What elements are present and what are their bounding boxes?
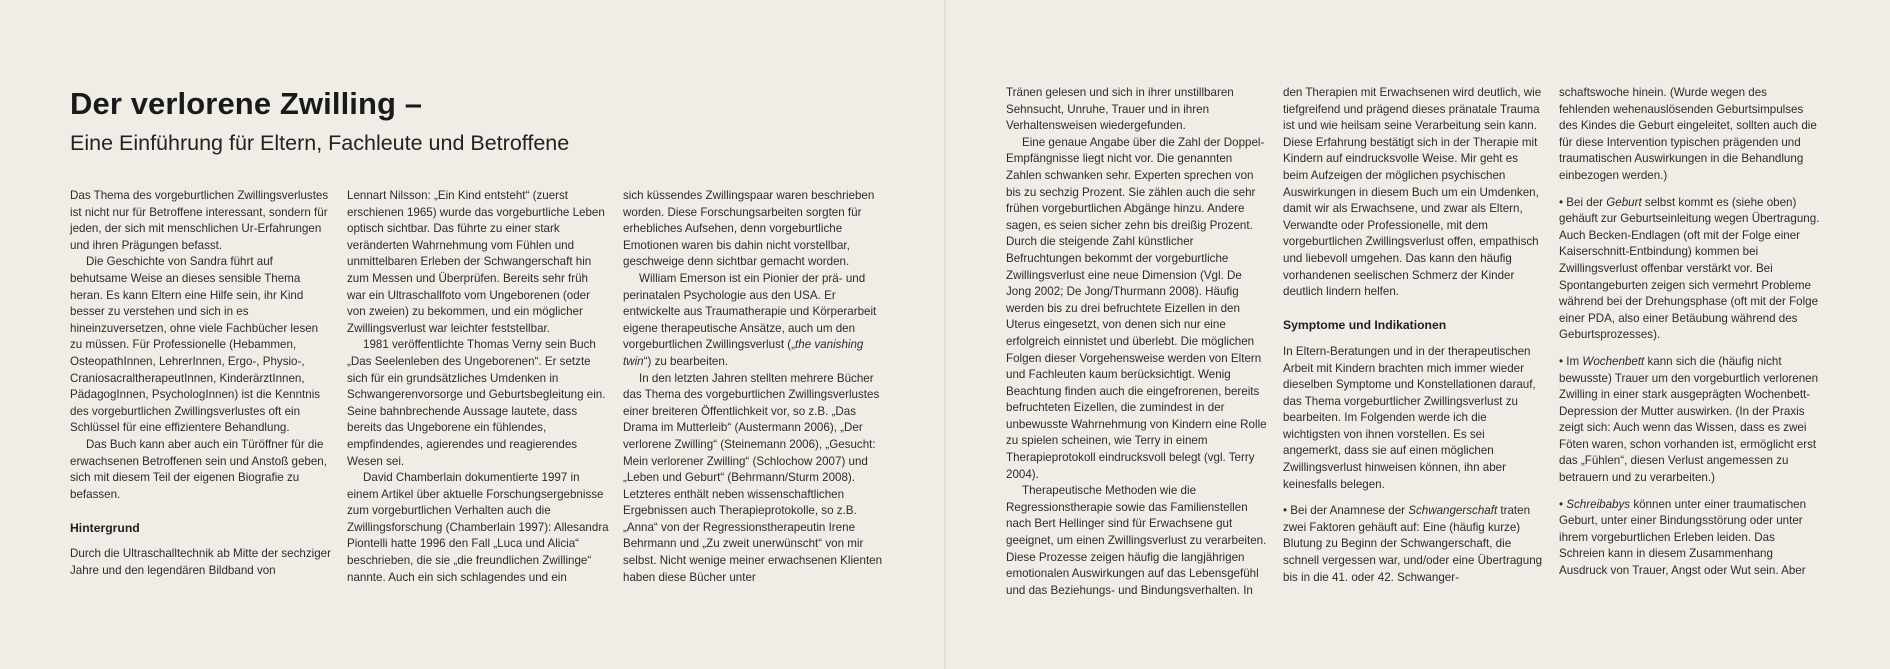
paragraph [623,271,885,371]
emphasis: the vanishing twin [623,338,864,368]
bullet-paragraph [1559,195,1821,344]
paragraph: Therapeutische Methoden wie die Regressionstherapie sowie das Familienstellen nach Bert Hellinger sind für Erwachsene gut geeignet, um einen Zwillingsverlust zu verarbeiten. Diese Prozesse zeigen häufig die langjährigen emotionalen Auswirkungen auf das Lebensgefühl und das Beziehungs- und Bindungsverhalten. In [1006,484,1267,597]
section-heading-hintergrund: Hintergrund [70,520,140,535]
paragraph-text: “) zu bearbeiten. [643,354,729,368]
paragraph: Tränen gelesen und sich in ihrer unstillbaren Sehnsucht, Unruhe, Trauer und in ihren Verhaltensweisen wiedergefunden. [1006,86,1234,133]
emphasis: Schwangerschaft [1408,504,1498,518]
bullet-paragraph [1559,354,1821,487]
paragraph-text: William Emerson ist ein Pionier der prä- und perinatalen Psychologie aus den USA. Er entwickelte aus Traumatherapie und Körperarbeit eigene therapeutische Ansätze, auch um den vorgeburtlichen Zwillingsverlust („ [623,271,877,352]
paragraph: David Chamberlain dokumentierte 1997 in einem Artikel über aktuelle Forschungsergebnisse zum vorgeburtlichen Verhalten auch die Zwillingsforschung (Chamberlain 1997): Allesandra Piontelli hatte 1996 den Fall „Luca und Alicia“ beschrieben, die sie „die freundlichen Zwillinge“ nannte. Auch ein sich schlagendes und ein [347,471,609,584]
paragraph-text: kann sich die (häufig nicht bewusste) Trauer um den vorgeburtlich verlorenen Zwilling in einer stark ausgeprägten Wochenbett-Depression der Mutter auswirken. (In der Praxis zeigt sich: Auch wenn das Wissen, dass es zwei Föten waren, schon vorhanden ist, ermöglicht erst das „Fühlen“, diesen Verlust angemessen zu betrauern und zu verarbeiten.) [1559,354,1819,485]
paragraph: Lennart Nilsson: „Ein Kind entsteht“ (zuerst erschienen 1965) wurde das vorgeburtliche Leben optisch sichtbar. Das führte zu einer stark veränderten Wahrnehmung vom Fühlen und unmittelbaren Erleben der Schwangerschaft hin zum Messen und Überprüfen. Bereits sehr früh war ein Ultraschallfoto vom Ungeborenen (oder von zweien) zu bekommen, und ein möglicher Zwillingsverlust war leichter feststellbar. [347,189,605,335]
text-column-6 [1559,85,1821,580]
paragraph: sich küssendes Zwillingspaar waren beschrieben worden. Diese Forschungsarbeiten sorgten für erhebliches Aufsehen, denn vorgeburtliche Emotionen waren bis dahin nicht vorstellbar, geschweige denn sichtbar gemacht worden. [623,189,875,269]
paragraph-text: • Bei der Anamnese der [1283,504,1409,518]
emphasis: Schreibabys [1566,497,1631,511]
text-column-1 [70,188,332,580]
paragraph: In den letzten Jahren stellten mehrere Bücher das Thema des vorgeburtlichen Zwillingsverlustes einer breiteren Öffentlichkeit vor, so z.B. „Das Drama im Mutterleib“ (Austermann 2006), „Der verlorene Zwilling“ (Steinemann 2006), „Gesucht: Mein verlorener Zwilling“ (Schlochow 2007) und „Leben und Geburt“ (Behrmann/Sturm 2008). Letzteres enthält neben wissenschaftlichen Ergebnissen auch Therapieprotokolle, so z.B. „Anna“ von der Regressionstherapeutin Irene Behrmann und „Zu zweit unerwünscht“ von mir selbst. Nicht wenige meiner erwachsenen Klienten haben diese Bücher unter [623,371,883,584]
chapter-subtitle: Eine Einführung für Eltern, Fachleute und Betroffene [70,131,570,155]
paragraph-text: selbst kommt es (siehe oben) gehäuft zur Geburtseinleitung wegen Übertragung. Auch Becken-Endlagen (oft mit der Folge einer Kaiserschnitt-Entbindung) kommen bei Zwillingsverlust offenbar verstärkt vor. Bei Spontangeburten zeigen sich vermehrt Probleme während bei der Drehungsphase (oft mit der Folge einer PDA, also einer Betäubung während des Geburtsprozesses). [1559,195,1820,342]
paragraph: In Eltern-Beratungen und in der therapeutischen Arbeit mit Kindern brachten mich immer wieder dieselben Symptome und Konstellationen darauf, das Thema vorgeburtlicher Zwillingsverlust zu bearbeiten. Im Folgenden werde ich die wichtigsten von ihnen vorstellen. Es sei angemerkt, dass sie auf einen möglichen Zwillingsverlust hinweisen können, ihn aber keinesfalls belegen. [1283,344,1536,491]
paragraph: Durch die Ultraschalltechnik ab Mitte der sechziger Jahre und den legendären Bildband von [70,547,331,578]
paragraph-text: • [1559,497,1567,511]
paragraph: Das Buch kann aber auch ein Türöffner für die erwachsenen Betroffenen sein und Anstoß geben, sich mit diesem Teil der eigenen Biografie zu befassen. [70,437,327,501]
text-column-5 [1283,85,1545,586]
paragraph-text: können unter einer traumatischen Geburt, unter einer Bindungsstörung oder unter ihrem vorgeburtlichen Erleben leiden. Das Schreien kann in diesem Zusammenhang Ausdruck von Trauer, Angst oder Wut sein. Aber [1559,497,1807,578]
text-column-2 [347,188,609,586]
paragraph-text: • Bei der [1559,195,1607,209]
paragraph-text: • Im [1559,354,1583,368]
paragraph: Die Geschichte von Sandra führt auf behutsame Weise an dieses sensible Thema heran. Es kann Eltern eine Hilfe sein, ihr Kind besser zu verstehen und sich in es hineinzuversetzen, ohne viele Fachbücher lesen zu müssen. Für Professionelle (Hebammen, OsteopathInnen, LehrerInnen, Ergo-, Physio-, CraniosacraltherapeutInnen, KinderärztInnen, PädagogInnen, PsychologInnen) ist die Kenntnis des vorgeburtlichen Zwillingsverlustes oft ein Schlüssel für eine effizientere Behandlung. [70,255,321,435]
paragraph: Das Thema des vorgeburtlichen Zwillingsverlustes ist nicht nur für Betroffene interessant, sondern für jeden, der sich mit menschlichen Ur-Erfahrungen und ihren Prägungen befasst. [70,189,329,252]
bullet-paragraph [1559,497,1821,580]
text-column-3 [623,188,885,586]
emphasis: Geburt [1606,195,1642,209]
paragraph: den Therapien mit Erwachsenen wird deutlich, wie tiefgreifend und prägend dieses pränatale Trauma ist und wie heilsam seine Verarbeitung sein kann. Diese Erfahrung bestätigt sich in der Therapie mit Kindern auf eindrucksvolle Weise. Mir geht es beim Aufzeigen der möglichen psychischen Auswirkungen in diesem Buch um ein Umdenken, damit wir als Erwachsene, und zwar als Eltern, Verwandte oder Professionelle, mit dem vorgeburtlichen Zwillingsverlust offen, empathisch und liebevoll umgehen. Das kann den häufig vorhandenen seelischen Schmerz der Kinder deutlich lindern helfen. [1283,86,1542,299]
page-fold [944,0,946,669]
paragraph-text: traten zwei Faktoren gehäuft auf: Eine (häufig kurze) Blutung zu Beginn der Schwangerschaft, die schnell vergessen war, und/oder eine Übertragung bis in die 41. oder 42. Schwanger- [1283,504,1543,584]
section-heading-symptome: Symptome und Indikationen [1283,318,1447,333]
paragraph: schaftswoche hinein. (Wurde wegen des fehlenden wehenauslösenden Geburtsimpulses des Kindes die Geburt eingeleitet, sollten auch die für diese Intervention typischen prägenden und traumatischen Auswirkungen in die Behandlung einbezogen werden.) [1559,86,1817,182]
text-column-4 [1006,85,1268,599]
paragraph: 1981 veröffentlichte Thomas Verny sein Buch „Das Seelenleben des Ungeborenen“. Er setzte sich für ein grundsätzliches Umdenken in Schwangerenvorsorge und Geburtsbegleitung ein. Seine bahnbrechende Aussage lautete, dass bereits das Ungeborene ein fühlendes, empfindendes, agierendes und reagierendes Wesen sei. [347,338,606,468]
bullet-paragraph [1283,503,1545,586]
emphasis: Wochenbett [1582,354,1645,368]
chapter-title: Der verlorene Zwilling – [70,86,423,121]
paragraph: Eine genaue Angabe über die Zahl der Doppel-Empfängnisse liegt nicht vor. Die genannten Zahlen schwanken sehr. Experten sprechen von bis zu sechzig Prozent. Sie zählen auch die sehr frühen vorgeburtlichen Abgänge hinzu. Andere sagen, es seien sicher zehn bis dreißig Prozent. Durch die steigende Zahl künstlicher Befruchtungen bekommt der vorgeburtliche Zwillingsverlust eine neue Dimension (Vgl. De Jong 2002; De Jong/Thurmann 2008). Häufig werden bis zu drei befruchtete Eizellen in den Uterus eingesetzt, von denen sich nur eine erfolgreich einnistet und überlebt. Die möglichen Folgen dieser Vorgehensweise werden von Eltern und Fachleuten kaum berücksichtigt. Wenig Beachtung finden auch die eingefrorenen, bereits befruchteten Eizellen, die zumindest in der unbewusste Wahrnehmung von Kindern eine Rolle zu spielen scheinen, wie Terry in einem Therapieprotokoll eindrucksvoll belegt (vgl. Terry 2004). [1006,135,1267,481]
